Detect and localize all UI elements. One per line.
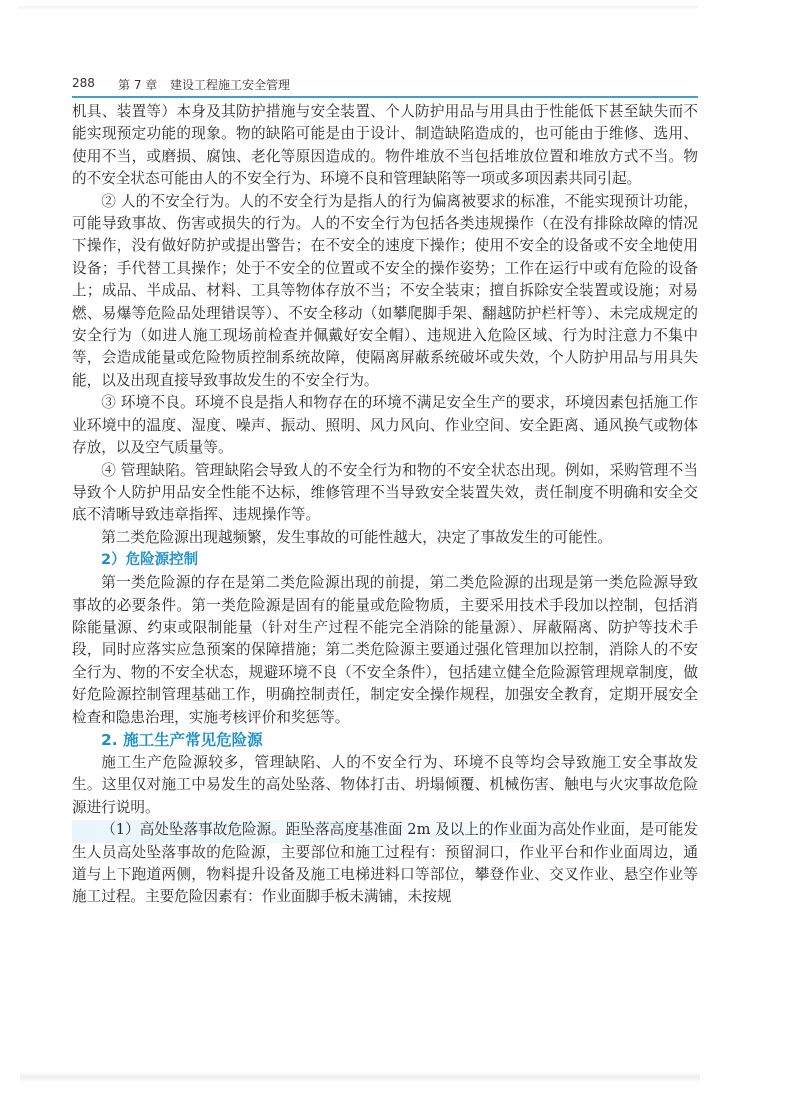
section-heading-common-hazards: 2. 施工生产常见危险源 <box>101 730 263 749</box>
paragraph-common-hazards-intro: 施工生产危险源较多，管理缺陷、人的不安全行为、环境不良等均会导致施工安全事故发生。这里仅对施工中易发生的高处坠落、物体打击、坍塌倾覆、机械伤害、触电与火灾事故危险源进行说明。 <box>72 753 698 816</box>
chapter-number: 第 7 章 <box>118 78 158 92</box>
paragraph-hazard-control: 第一类危险源的存在是第二类危险源出现的前提，第二类危险源的出现是第一类危险源导致事故的必要条件。第一类危险源是固有的能量或危险物质，主要采用技术手段加以控制，包括消除能量源、约束或限制能量（针对生产过程不能完全消除的能量源）、屏蔽隔离、防护等技术手段，同时应落实应急预案的保障措施；第二类危险源主要通过强化管理加以控制，消除人的不安全行为、物的不安全状态，规避环境不良（不安全条件），包括建立健全危险源管理规章制度，做好危险源控制管理基础工作，明确控制责任，制定安全操作规程，加强安全教育，定期开展安全检查和隐患治理，实施考核评价和奖惩等。 <box>72 574 698 726</box>
paragraph-management-defects: ④ 管理缺陷。管理缺陷会导致人的不安全行为和物的不安全状态出现。例如，采购管理不当导致个人防护用品安全性能不达标，维修管理不当导致安全装置失效，责任制度不明确和安全交底不清晰导致违章指挥、违规操作等。 <box>72 461 698 524</box>
page-header <box>72 76 698 96</box>
paragraph-continued: 机具、装置等）本身及其防护措施与安全装置、个人防护用品与用具由于性能低下甚至缺失而不能实现预定功能的现象。物的缺陷可能是由于设计、制造缺陷造成的，也可能由于维修、选用、使用不当，或磨损、腐蚀、老化等原因造成的。物件堆放不当包括堆放位置和堆放方式不当。物的不安全状态可能由人的不安全行为、环境不良和管理缺陷等一项或多项因素共同引起。 <box>72 103 698 188</box>
header-rule <box>72 96 698 98</box>
scan-edge-top <box>18 6 698 10</box>
subheading-hazard-control: 2）危险源控制 <box>101 552 199 569</box>
scan-edge-bottom <box>20 1072 700 1082</box>
paragraph-second-class-summary: 第二类危险源出现越频繁，发生事故的可能性越大，决定了事故发生的可能性。 <box>101 528 612 546</box>
chapter-title: 建设工程施工安全管理 <box>170 78 291 92</box>
page-body <box>72 101 698 909</box>
paragraph-fall-hazards: （1）高处坠落事故危险源。距坠落高度基准面 2m 及以上的作业面为高处作业面，是可能发生人员高处坠落事故的危险源，主要部位和施工过程有：预留洞口，作业平台和作业面周边，通道与上下跑道两侧，物料提升设备及施工电梯进料口等部位，攀登作业、交叉作业、悬空作业等施工过程。主要危险因素有：作业面脚手板未满铺，未按规 <box>72 821 698 906</box>
paragraph-unsafe-behavior: ② 人的不安全行为。人的不安全行为是指人的行为偏离被要求的标准，不能实现预计功能，可能导致事故、伤害或损失的行为。人的不安全行为包括各类违规操作（在没有排除故障的情况下操作，没有做好防护或提出警告；在不安全的速度下操作；使用不安全的设备或不安全地使用设备；手代替工具操作；处于不安全的位置或不安全的操作姿势；工作在运行中或有危险的设备上；成品、半成品、材料、工具等物体存放不当；不安全装束；擅自拆除安全装置或设施；对易燃、易爆等危险品处理错误等）、不安全移动（如攀爬脚手架、翻越防护栏杆等）、未完成规定的安全行为（如进人施工现场前检查并佩戴好安全帽）、违规进入危险区域、行为时注意力不集中等，会造成能量或危险物质控制系统故障，使隔离屏蔽系统破坏或失效，个人防护用品与用具失能，以及出现直接导致事故发生的不安全行为。 <box>72 192 698 389</box>
paragraph-poor-environment: ③ 环境不良。环境不良是指人和物存在的环境不满足安全生产的要求，环境因素包括施工作业环境中的温度、湿度、噪声、振动、照明、风力风向、作业空间、安全距离、通风换气或物体存放，以及空气质量等。 <box>72 394 698 457</box>
page-number: 288 <box>72 76 95 90</box>
